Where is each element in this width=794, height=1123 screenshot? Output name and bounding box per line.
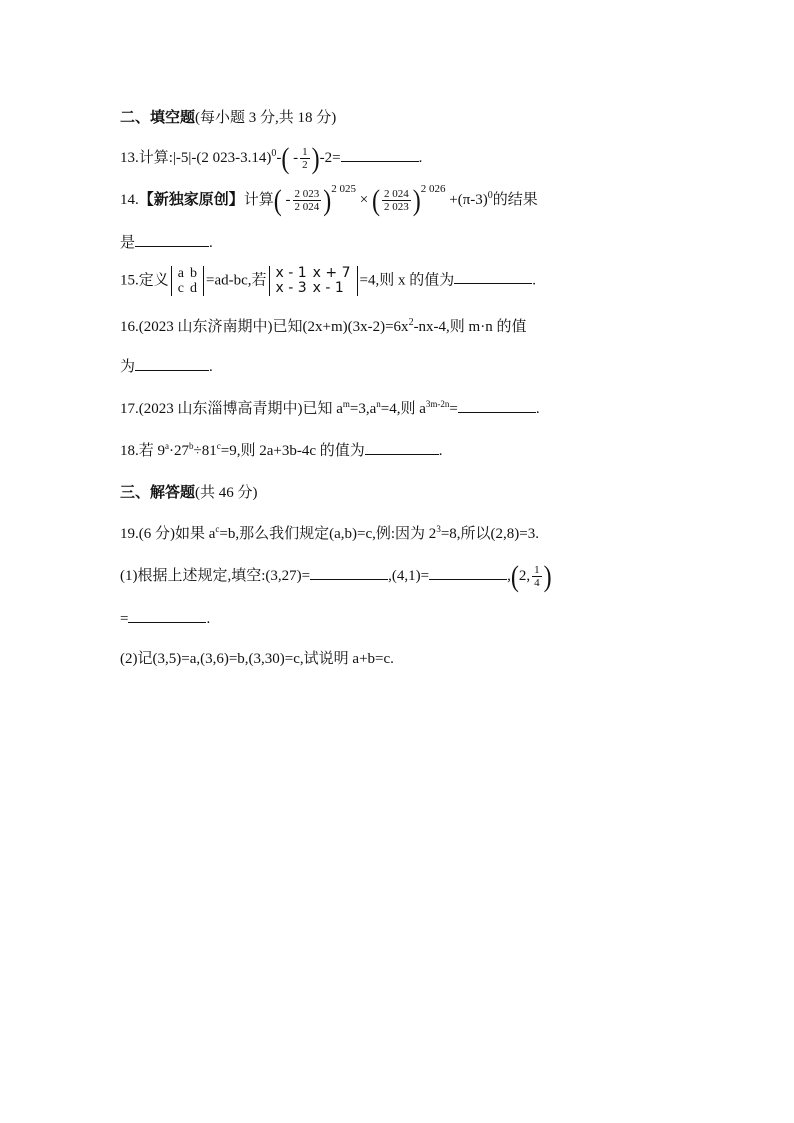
q17-exp-3m-2n: 3m-2n (425, 399, 450, 409)
question-19-part2 (120, 648, 394, 670)
right-paren: ) (323, 184, 332, 217)
q18-prefix: 18.若 9 (120, 443, 166, 459)
q14-neg: - (285, 192, 291, 208)
q19-exp-3: 3 (436, 524, 441, 534)
q17-period: . (535, 401, 540, 417)
q19-part2-text: (2)记(3,5)=a,(3,6)=b,(3,30)=c,试说明 a+b=c. (120, 651, 394, 667)
q18-m1: ·27 (169, 443, 190, 459)
q18-tail: =9,则 2a+3b-4c 的值为 (220, 443, 365, 459)
determinant-x (269, 266, 358, 296)
question-14-cont (120, 232, 213, 254)
frac-numerator: 2 024 (384, 188, 409, 201)
answer-blank[interactable] (135, 232, 209, 247)
q14-exponent-0: 0 (487, 190, 493, 201)
q15-prefix: 15.定义 (120, 272, 169, 289)
q19-p1a: (1)根据上述规定,填空:(3,27)= (120, 567, 311, 584)
answer-blank[interactable] (365, 440, 439, 455)
q18-m2: ÷81 (193, 443, 217, 459)
q19-prefix: 19.(6 分)如果 a (120, 526, 216, 542)
question-15 (120, 266, 536, 296)
answer-blank[interactable] (458, 398, 536, 413)
question-17 (120, 398, 540, 421)
exponent-2025: 2 025 (331, 183, 357, 195)
times-sign: × (359, 192, 369, 208)
det-m22: x - 1 (312, 280, 344, 296)
answer-blank[interactable] (135, 356, 209, 371)
q15-tail: =4,则 x 的值为 (359, 272, 455, 289)
section-title: 二、填空题 (120, 108, 196, 126)
det-m21: x - 3 (275, 280, 307, 296)
q13-tail: -2= (319, 149, 341, 166)
q18-period: . (438, 443, 443, 459)
q19-p1c: , (507, 567, 511, 584)
q14-tail: 的结果 (492, 192, 538, 208)
fraction-2024-2023 (382, 188, 411, 213)
frac-numerator: 1 (534, 564, 540, 576)
q13-minus: - (276, 149, 282, 166)
q17-exp-m: m (342, 399, 350, 409)
frac-denominator: 2 (302, 159, 308, 171)
q19-two: 2, (518, 567, 531, 584)
right-paren: ) (543, 560, 552, 593)
question-13 (120, 142, 423, 175)
left-paren: ( (372, 184, 380, 217)
q18-exp-c: c (216, 441, 221, 451)
answer-blank[interactable] (128, 608, 206, 623)
q19-p1b: ,(4,1)= (388, 567, 430, 584)
frac-denominator: 2 023 (384, 201, 409, 214)
left-paren: ( (510, 560, 519, 593)
det-c: c (177, 281, 184, 296)
original-tag: 【新独家原创】 (138, 190, 244, 208)
fraction-one-quarter (532, 564, 542, 589)
section-header-fill-blank (120, 106, 336, 129)
q19-period: . (206, 611, 211, 627)
q13-neg: - (293, 149, 299, 166)
exponent-2026: 2 026 (420, 183, 446, 195)
det-m11: x - 1 (275, 265, 307, 281)
question-18 (120, 440, 442, 463)
q14-period: . (209, 235, 213, 251)
question-16-cont (120, 356, 213, 378)
q18-exp-a: a (165, 441, 170, 451)
q19-exp-c: c (215, 524, 220, 534)
question-14 (120, 183, 538, 217)
det-b: b (189, 266, 197, 281)
q16-prefix: 16.(2023 山东济南期中)已知(2x+m)(3x-2)=6x (120, 319, 409, 335)
q17-exp-n: n (376, 399, 381, 409)
q15-period: . (532, 272, 536, 289)
section-note: (共 46 分) (195, 485, 258, 501)
question-19-part1 (120, 560, 552, 593)
section-note: (每小题 3 分,共 18 分) (195, 110, 337, 126)
fraction-2023-2024 (293, 188, 322, 213)
frac-numerator: 2 023 (294, 188, 320, 201)
q13-text: 13.计算:|-5|-(2 023-3.14) (120, 149, 272, 166)
determinant-abcd (171, 266, 204, 296)
q19-mid: =b,那么我们规定(a,b)=c,例:因为 2 (219, 526, 437, 542)
left-paren: ( (281, 142, 290, 175)
answer-blank[interactable] (429, 565, 507, 580)
q14-number: 14. (120, 192, 139, 208)
q13-period: . (418, 149, 423, 166)
right-paren: ) (311, 142, 320, 175)
q14-line2: 是 (120, 235, 136, 251)
right-paren: ) (412, 184, 421, 217)
q19-tail: =8,所以(2,8)=3. (440, 526, 539, 542)
frac-denominator: 2 024 (294, 201, 320, 214)
answer-blank[interactable] (310, 565, 388, 580)
q17-mid2: =4,则 a (380, 401, 426, 417)
q14-plus-term: +(π-3) (449, 192, 488, 208)
det-m12: x + 7 (312, 265, 351, 281)
q18-exp-b: b (189, 441, 194, 451)
question-19-part1-cont (120, 608, 210, 630)
fraction-one-half (300, 146, 310, 171)
q13-exponent: 0 (271, 147, 277, 159)
q17-mid1: =3,a (349, 401, 377, 417)
q19-equals: = (120, 611, 129, 627)
section-title: 三、解答题 (120, 483, 196, 501)
q14-calc: 计算 (243, 192, 274, 208)
q16-exponent: 2 (408, 317, 414, 328)
frac-numerator: 1 (302, 146, 308, 158)
q15-def: =ad-bc,若 (205, 272, 267, 289)
question-19 (120, 523, 539, 546)
left-paren: ( (273, 184, 282, 217)
q16-period: . (209, 359, 213, 375)
q16-tail: -nx-4,则 m·n 的值 (413, 319, 527, 335)
section-header-solve (120, 481, 258, 504)
q16-line2: 为 (120, 359, 136, 375)
answer-blank[interactable] (454, 269, 532, 284)
question-16 (120, 316, 526, 338)
q17-prefix: 17.(2023 山东淄博高青期中)已知 a (120, 401, 343, 417)
frac-denominator: 4 (534, 577, 540, 589)
answer-blank[interactable] (341, 147, 419, 162)
det-d: d (189, 281, 197, 296)
q17-tail: = (449, 401, 458, 417)
det-a: a (177, 266, 184, 281)
